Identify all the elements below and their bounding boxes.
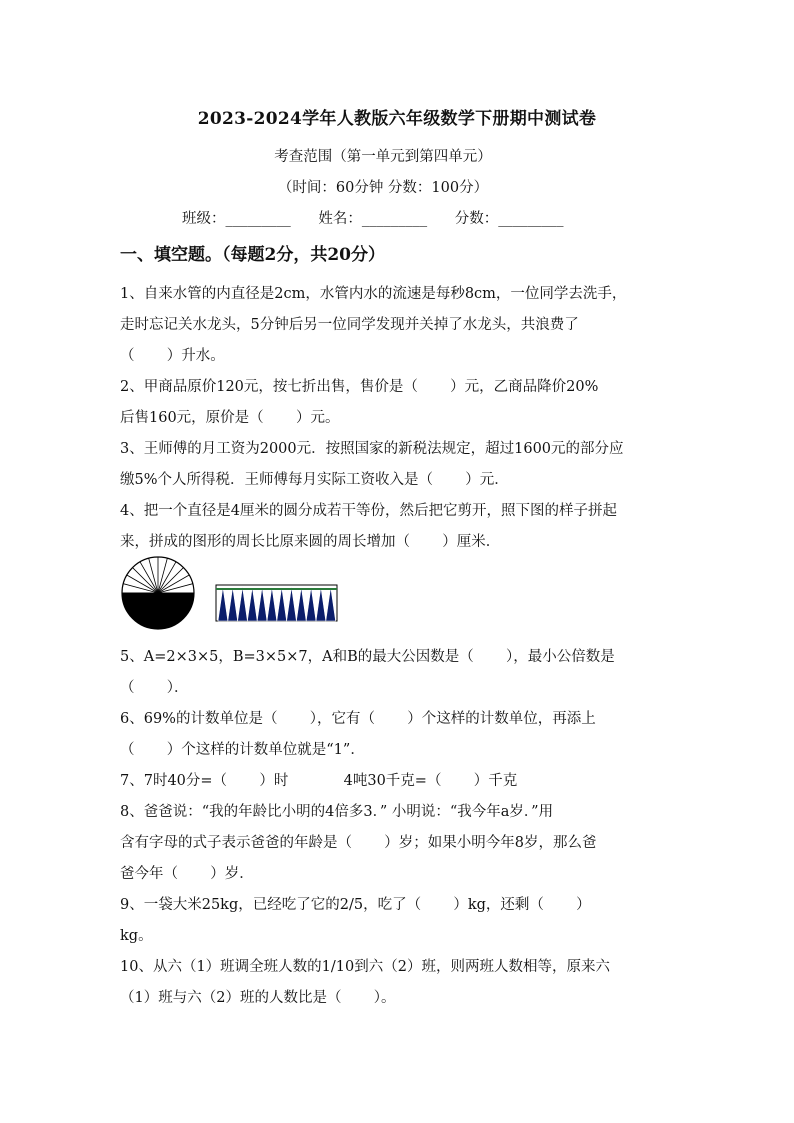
question-line: 1、自来水管的内直径是2cm，水管内水的流速是每秒8cm，一位同学去洗手， xyxy=(120,286,627,302)
question-line: 2、甲商品原价120元，按七折出售，售价是（ ）元，乙商品降价20% xyxy=(120,379,599,395)
question-line: （1）班与六（2）班的人数比是（ ）。 xyxy=(120,990,396,1006)
question-line: （ ）升水。 xyxy=(120,348,225,364)
question-line: 含有字母的式子表示爸爸的年龄是（ ）岁；如果小明今年8岁，那么爸 xyxy=(120,835,597,851)
question-line: 5、A=2×3×5，B=3×5×7，A和B的最大公因数是（ ），最小公倍数是 xyxy=(120,649,615,665)
student-info-line: 班级：_________ 姓名：_________ 分数：_________ xyxy=(182,211,564,227)
question-line: 走时忘记关水龙头，5分钟后另一位同学发现并关掉了水龙头，共浪费了 xyxy=(120,317,579,333)
divided-circle-icon xyxy=(122,557,194,629)
question-line: 来，拼成的图形的周长比原来圆的周长增加（ ）厘米． xyxy=(120,534,501,550)
exam-title: 2023-2024学年人教版六年级数学下册期中测试卷 xyxy=(197,109,597,129)
question-line: 8、爸爸说：“我的年龄比小明的4倍多3．” 小明说：“我今年a岁．”用 xyxy=(120,804,554,820)
question-line: 6、69%的计数单位是（ ），它有（ ）个这样的计数单位，再添上 xyxy=(120,711,596,727)
question-line: 后售160元，原价是（ ）元。 xyxy=(120,410,340,426)
question-line: 3、王师傅的月工资为2000元．按照国家的新税法规定，超过1600元的部分应 xyxy=(120,441,624,457)
question-line: 4、把一个直径是4厘米的圆分成若干等份，然后把它剪开，照下图的样子拼起 xyxy=(120,503,617,519)
question-line: 9、一袋大米25kg，已经吃了它的2/5，吃了（ ）kg，还剩（ ） xyxy=(120,897,591,913)
exam-scope: 考查范围（第一单元到第四单元） xyxy=(274,149,492,165)
question-line: （ ）个这样的计数单位就是“1”． xyxy=(120,742,365,758)
circle-rearrangement-figure xyxy=(120,555,350,639)
rearranged-sectors-icon xyxy=(216,585,337,621)
question-line: 爸今年（ ）岁． xyxy=(120,866,254,882)
question-line: （ ）． xyxy=(120,680,189,696)
exam-time-score: （时间：60分钟 分数：100分） xyxy=(277,180,489,196)
question-line: 7、7时40分=（ ）时 4吨30千克=（ ）千克 xyxy=(120,773,518,789)
question-line: kg。 xyxy=(120,928,153,944)
question-line: 缴5%个人所得税．王师傅每月实际工资收入是（ ）元． xyxy=(120,472,509,488)
question-line: 10、从六（1）班调全班人数的1/10到六（2）班，则两班人数相等，原来六 xyxy=(120,959,610,975)
section-heading-fill-blank: 一、填空题。（每题2分，共20分） xyxy=(120,245,385,265)
